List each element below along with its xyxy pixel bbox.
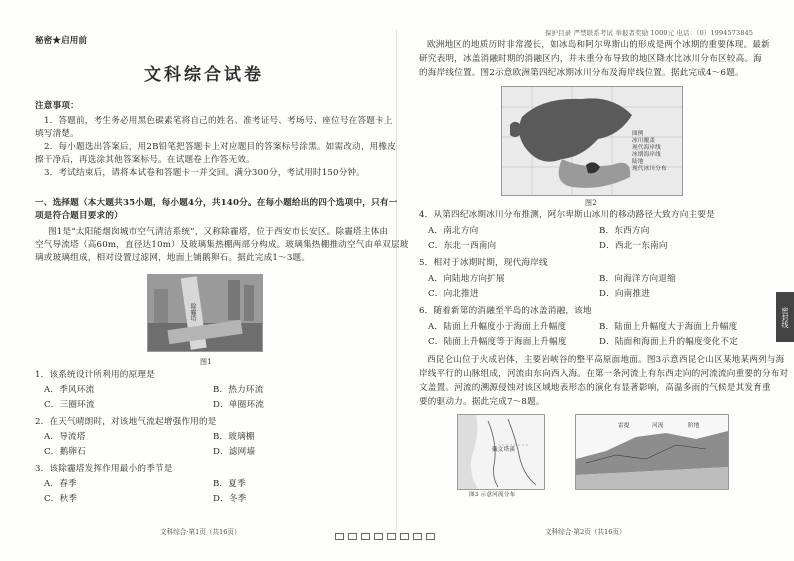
exam-title: 文科综合试卷 [144, 65, 264, 85]
option-d: D．单圈环流 [213, 400, 265, 410]
option-a: A．南北方向 [428, 226, 479, 236]
block-tag: 阶地 [688, 423, 700, 429]
page-footer: 文科综合·第2页（共16页） [545, 528, 626, 536]
option-d: D．陆面和海面上升的幅度变化不定 [599, 337, 738, 347]
question-stem: 3．该除霾塔发挥作用最小的季节是 [35, 464, 173, 474]
section-heading: 一、选择题（本大题共35小题，每小题4分，共140分。在每小题给出的四个选项中，只有一 [35, 198, 398, 208]
notice-line: 擦干净后，再选涂其他答案标号。在试题卷上作答无效。 [35, 155, 255, 165]
passage-line: 文盖置。河流的溯源侵蚀对该区域地表形态的演化有显著影响，高温多雨的气候是其发育重 [419, 383, 771, 393]
option-c: C．鹅卵石 [44, 447, 86, 457]
notice-line: 3．考试结束后，请将本试卷和答题卡一并交回。满分300分，考试用时150分钟。 [44, 168, 366, 178]
side-tab: 密封线 [776, 292, 794, 342]
figure-3-caption: 图3 示意河流分布 [469, 492, 516, 498]
option-b: B．热力环流 [213, 385, 264, 395]
legend-item: 陆地 [632, 159, 644, 165]
question-stem: 1．该系统设计所利用的原理是 [35, 370, 155, 380]
option-c: C．陆面上升幅度等于海面上升幅度 [428, 337, 567, 347]
tower-photo-illustration [148, 275, 262, 351]
legend-title: 图例 [632, 131, 644, 137]
option-c: C．三圈环流 [44, 400, 95, 410]
legend-item: 现代海岸线 [632, 145, 661, 151]
figure-2-caption: 图2 [585, 199, 597, 207]
passage-line: 欧洲地区的地质历时非常漫长，如冰岛和阿尔卑斯山的形成是两个冰期的重要体现。最新 [427, 40, 770, 50]
passage-line: 要的驱动力。据此完成7～8题。 [419, 397, 545, 407]
option-a: A．季风环流 [44, 385, 95, 395]
sea-label: 戴文塔溪 [492, 447, 516, 453]
passage-line: 西昆仑山位于火成岩体，主要岩峡谷的整平高原面地面。图3示意西昆仑山区某地某两列与海 [427, 355, 785, 365]
secret-tag: 秘密★启用前 [35, 36, 88, 46]
option-d: D．西北一东南向 [599, 241, 668, 251]
figure-1-photo [147, 274, 263, 352]
question-stem: 5．相对于冰期时期，现代海岸线 [419, 258, 548, 268]
passage-line: 岸线平行的山脉组成，河流由东向西入海。在第一条河流上有东西走向的河流流向重要的分布对 [419, 369, 789, 379]
passage-line: 璃或玻璃组成，相对设置过滤网，地面上铺鹅卵石。据此完成1～3题。 [35, 253, 311, 263]
figure-3-block-diagram [575, 414, 729, 490]
option-b: B．陆面上升幅度大于海面上升幅度 [599, 322, 738, 332]
notice-line: 填写清楚。 [35, 129, 79, 139]
section-heading: 项是符合题目要求的） [35, 211, 123, 221]
option-b: B．夏季 [213, 479, 246, 489]
option-d: D．滤网墙 [213, 447, 256, 457]
option-c: C．秋季 [44, 494, 78, 504]
notice-heading: 注意事项： [35, 101, 79, 111]
figure-2-map [501, 86, 683, 196]
map-legend [632, 131, 680, 173]
option-a: A．陆面上升幅度小于海面上升幅度 [428, 322, 567, 332]
option-d: D．向南推进 [599, 289, 651, 299]
question-stem: 6．随着新第的消融至半岛的冰盖消融，该地 [419, 306, 592, 316]
figure-1-caption: 图1 [200, 358, 212, 366]
option-a: A．导流塔 [44, 432, 86, 442]
page-header: 保护目录 严禁联系考试 举报者奖励 1000元 电话：（0）1994573845 [545, 29, 754, 37]
figure-3-map [457, 414, 545, 490]
block-tag: 雷提 [618, 423, 630, 429]
legend-item: 冰期海岸线 [632, 152, 661, 158]
legend-item: 冰川覆盖 [632, 138, 656, 144]
passage-line: 图1是“太阳能烟囱城市空气清洁系统”，又称除霾塔，位于西安市长安区。除霾塔主体由 [48, 227, 389, 237]
passage-line: 的海岸线位置。图2示意欧洲第四纪冰期冰川分布及海岸线位置。据此完成4～6题。 [419, 68, 744, 78]
passage-line: 空气导流塔（高60m，直径达10m）及玻璃集热棚两部分构成。玻璃集热棚推动空气由单双层玻 [35, 240, 409, 250]
notice-line: 2．每小题选出答案后，用2B铅笔把答题卡上对应题目的答案标号涂黑。如需改动，用橡皮 [44, 142, 397, 152]
notice-line: 1．答题前，考生务必用黑色碳素笔将自己的姓名、准考证号、考场号、座位号在答题卡上 [44, 116, 393, 126]
question-stem: 4．从第四纪冰期冰川分布推测，阿尔卑斯山冰川的移动路径大致方向主要是 [419, 210, 715, 220]
block-tag: 河流 [652, 423, 664, 429]
option-a: A．春季 [44, 479, 77, 489]
right-page [397, 0, 794, 561]
question-stem: 2．在天气晴朗时，对该地气流起增强作用的是 [35, 417, 217, 427]
legend-item: 现代冰川分布 [632, 166, 667, 172]
option-b: B．向海洋方向退缩 [599, 274, 676, 284]
option-a: A．向陆地方向扩展 [428, 274, 505, 284]
option-d: D．冬季 [213, 494, 247, 504]
page-footer: 文科综合·第1页（共16页） [160, 528, 241, 536]
tower-label: 除霾塔 [189, 303, 196, 322]
option-b: B．东西方向 [599, 226, 650, 236]
option-c: C．东北一西南向 [428, 241, 497, 251]
option-c: C．向北推进 [428, 289, 479, 299]
option-b: B．玻璃棚 [213, 432, 255, 442]
passage-line: 研究表明，冰盖消融时期的消融区内，并未重分布导致的地区降水比冰川分布区较高。海 [419, 54, 762, 64]
